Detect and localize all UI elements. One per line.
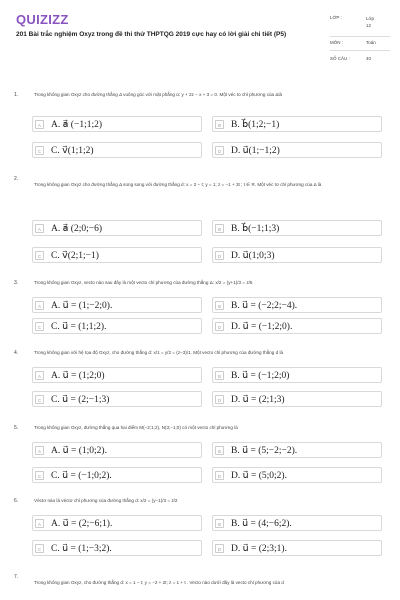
option-letter: D xyxy=(215,322,224,331)
option-text: A. u⃗ = (1;0;2). xyxy=(51,446,107,456)
option-text: B. u⃗ = (4;−6;2). xyxy=(231,519,292,529)
option-text: C. v⃗(2;1;−1) xyxy=(51,251,99,261)
question-number: 1. xyxy=(14,92,19,98)
option-text: D. u⃗(1;−1;2) xyxy=(231,146,280,156)
meta-subject-value: Toán xyxy=(366,40,376,45)
worksheet-title: 201 Bài trắc nghiệm Oxyz trong đề thi thử THPTQG 2019 cực hay có lời giải chi tiết (P5) xyxy=(16,31,287,38)
option-text: A. u⃗ = (1;−2;0). xyxy=(51,301,113,311)
question-text: Trong không gian với hệ tọa độ Oxyz, cho đường thẳng d: x/1 = y/2 = (z−3)/1. Một vecto chỉ phương của đường thẳng d là xyxy=(34,350,284,355)
option-c[interactable] xyxy=(32,391,202,407)
option-text: B. b⃗(1;2;−1) xyxy=(231,120,280,130)
option-d[interactable] xyxy=(212,247,382,263)
meta-class-value: Lớp 12 xyxy=(366,16,374,28)
option-a[interactable] xyxy=(32,367,202,383)
option-b[interactable] xyxy=(212,442,382,458)
question-text: Véctơ nào là véctơ chỉ phương của đường thẳng d: x/2 = (y−1)/3 = z/2 xyxy=(34,498,178,503)
option-letter: C xyxy=(35,251,44,260)
option-c[interactable] xyxy=(32,247,202,263)
option-text: C. v⃗(1;1;2) xyxy=(51,146,94,156)
meta-class-label: LỚP : xyxy=(330,15,342,20)
option-letter: D xyxy=(215,544,224,553)
option-letter: A xyxy=(35,120,44,129)
option-b[interactable] xyxy=(212,367,382,383)
option-letter: B xyxy=(215,519,224,528)
meta-subject-label: MÔN : xyxy=(330,40,343,45)
option-c[interactable] xyxy=(32,467,202,483)
option-a[interactable] xyxy=(32,442,202,458)
option-letter: B xyxy=(215,224,224,233)
option-text: D. u⃗(1;0;3) xyxy=(231,251,275,261)
option-c[interactable] xyxy=(32,318,202,334)
question-text: Trong không gian Oxyz, đường thẳng qua hai điểm M(−2;1;2), N(3;−1;0) có một vecto chỉ phương là xyxy=(34,425,238,430)
option-letter: C xyxy=(35,544,44,553)
option-c[interactable] xyxy=(32,142,202,158)
option-c[interactable] xyxy=(32,540,202,556)
option-letter: C xyxy=(35,322,44,331)
meta-count-value: 40 xyxy=(366,56,372,61)
question-number: 5. xyxy=(14,425,19,431)
option-letter: B xyxy=(215,446,224,455)
option-letter: A xyxy=(35,519,44,528)
question-number: 3. xyxy=(14,280,19,286)
option-text: D. u⃗ = (2;1;3) xyxy=(231,395,285,405)
question-number: 6. xyxy=(14,498,19,504)
option-text: A. a⃗ (2;0;−6) xyxy=(51,224,103,234)
option-text: A. a⃗ (−1;1;2) xyxy=(51,120,103,130)
question-text: Trong không gian Oxyz cho đường thẳng Δ vuông góc với mặt phẳng α: y + 2z − x + 3 = 0. Một véc to chỉ phương của Δlà xyxy=(34,92,283,97)
option-letter: B xyxy=(215,371,224,380)
option-text: C. u⃗ = (1;1;2). xyxy=(51,322,107,332)
question-number: 4. xyxy=(14,350,19,356)
option-d[interactable] xyxy=(212,391,382,407)
option-text: D. u⃗ = (5;0;2). xyxy=(231,471,287,481)
option-text: B. u⃗ = (−1;2;0) xyxy=(231,371,290,381)
option-letter: D xyxy=(215,146,224,155)
option-text: B. u⃗ = (−2;2;−4). xyxy=(231,301,298,311)
option-b[interactable] xyxy=(212,220,382,236)
option-text: A. u⃗ = (2;−6;1). xyxy=(51,519,113,529)
question-text: Trong không gian Oxyz cho đường thẳng Δ song song với đường thẳng d: x = 2 − t; y = 1; z = −1 + 3t ; t ∈ R. Một véc tơ chỉ phương của Δ là xyxy=(34,182,322,187)
option-text: B. b⃗(−1;1;3) xyxy=(231,224,280,234)
option-b[interactable] xyxy=(212,116,382,132)
option-a[interactable] xyxy=(32,220,202,236)
option-a[interactable] xyxy=(32,116,202,132)
option-letter: B xyxy=(215,301,224,310)
option-text: C. u⃗ = (−1;0;2). xyxy=(51,471,112,481)
meta-count-label: SỐ CÂU : xyxy=(330,56,350,61)
worksheet-header xyxy=(0,0,400,70)
option-d[interactable] xyxy=(212,467,382,483)
option-d[interactable] xyxy=(212,540,382,556)
option-b[interactable] xyxy=(212,297,382,313)
option-text: B. u⃗ = (5;−2;−2). xyxy=(231,446,298,456)
option-text: C. u⃗ = (1;−3;2). xyxy=(51,544,112,554)
option-text: D. u⃗ = (−1;2;0). xyxy=(231,322,293,332)
option-b[interactable] xyxy=(212,515,382,531)
question-number: 7. xyxy=(14,574,19,580)
option-letter: D xyxy=(215,471,224,480)
option-a[interactable] xyxy=(32,515,202,531)
quizizz-logo: QUIZIZZ xyxy=(16,12,69,27)
option-letter: B xyxy=(215,120,224,129)
option-text: C. u⃗ = (2;−1;3) xyxy=(51,395,110,405)
option-letter: A xyxy=(35,371,44,380)
option-letter: C xyxy=(35,471,44,480)
option-letter: D xyxy=(215,251,224,260)
option-a[interactable] xyxy=(32,297,202,313)
option-letter: C xyxy=(35,146,44,155)
option-text: A. u⃗ = (1;2;0) xyxy=(51,371,105,381)
option-letter: D xyxy=(215,395,224,404)
question-number: 2. xyxy=(14,176,19,182)
option-letter: A xyxy=(35,446,44,455)
option-text: D. u⃗ = (2;3;1). xyxy=(231,544,287,554)
question-text: Trong không gian Oxyz, cho đường thẳng d: x = 1 − t; y = −2 + 2t; z = 1 + t . Vecto nào dưới đây là vecto chỉ phương của d xyxy=(34,580,284,585)
question-text: Trong không gian Oxyz, vecto nào sau đây là một vecto chỉ phương của đường thẳng Δ: x/2 = (y+1)/3 = z/5 xyxy=(34,280,253,285)
option-letter: C xyxy=(35,395,44,404)
option-letter: A xyxy=(35,224,44,233)
option-d[interactable] xyxy=(212,318,382,334)
option-d[interactable] xyxy=(212,142,382,158)
option-letter: A xyxy=(35,301,44,310)
